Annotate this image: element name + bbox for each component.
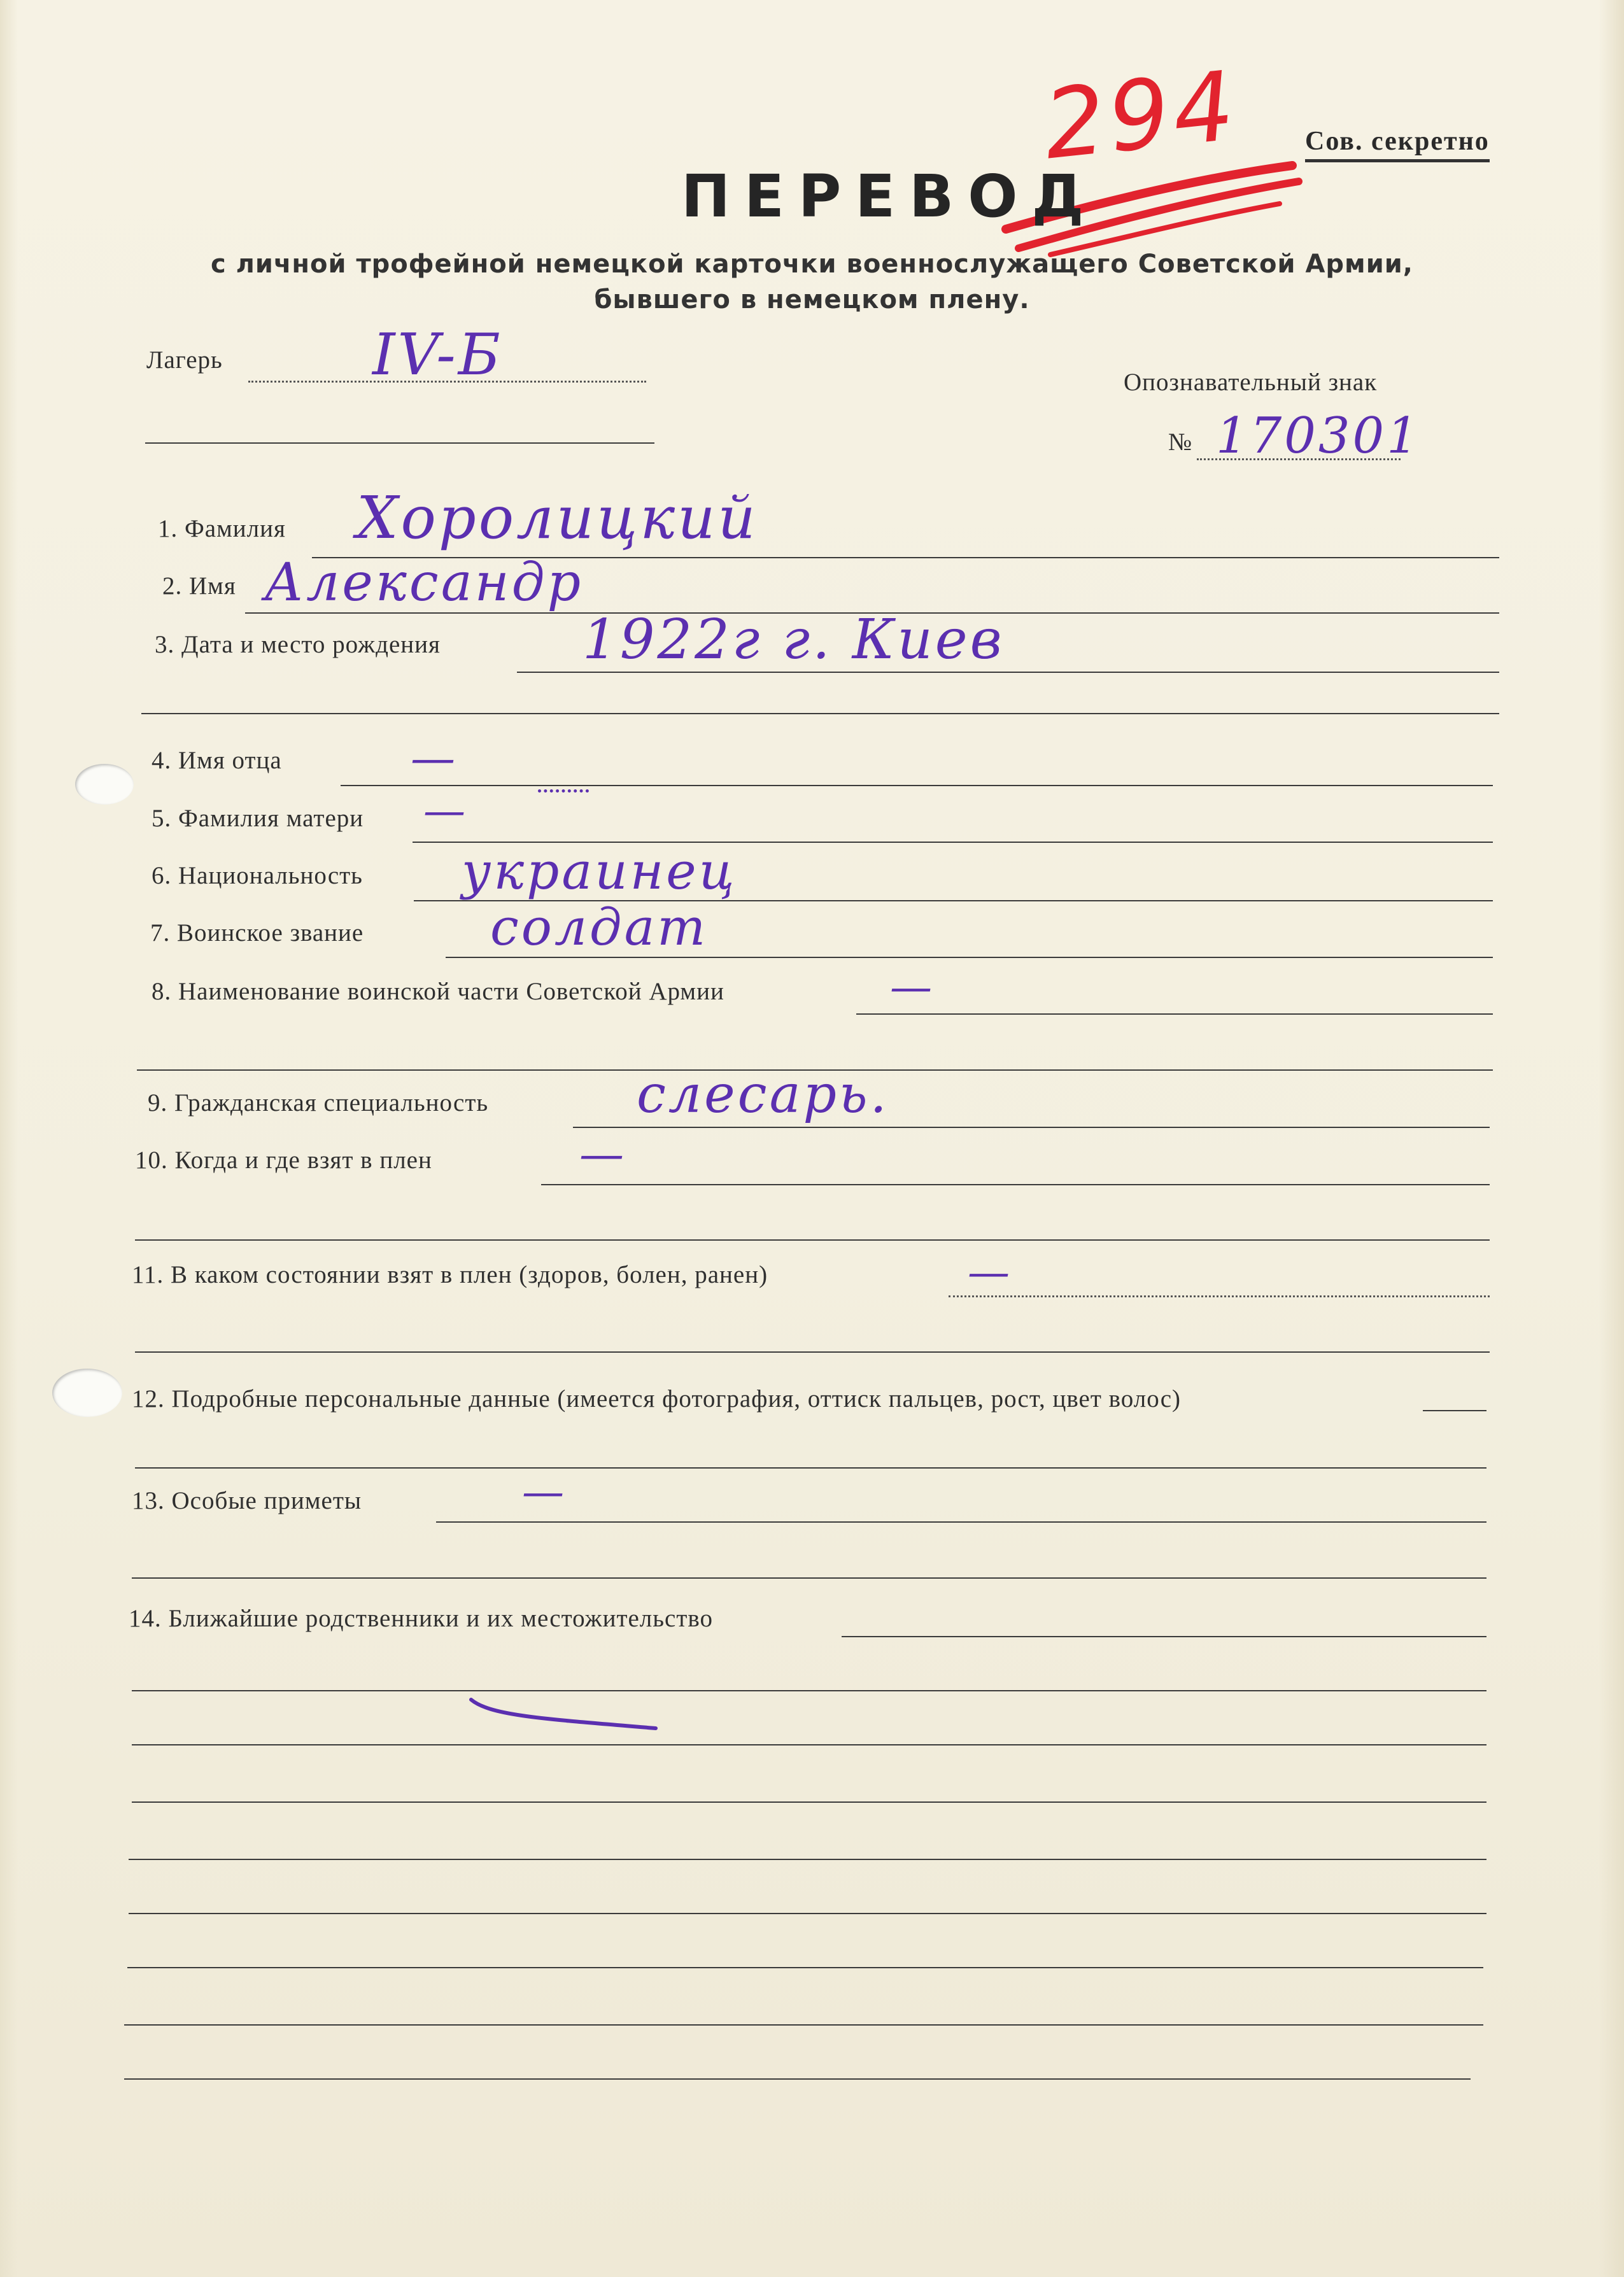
- field-label-relatives: 14. Ближайшие родственники и их местожительство: [129, 1605, 714, 1632]
- field-line-rank: [446, 957, 1493, 958]
- field-line-features-extra: [132, 1577, 1486, 1579]
- field-line-relatives-4: [132, 1801, 1486, 1803]
- field-value-nationality: украинец: [462, 842, 737, 901]
- field-label-nationality: 6. Национальность: [152, 862, 363, 889]
- field-line-relatives-5: [129, 1859, 1486, 1860]
- field-label-capture: 10. Когда и где взят в плен: [135, 1146, 432, 1174]
- id-tag-no-label: №: [1168, 428, 1193, 456]
- field-value-capture: —: [579, 1128, 626, 1180]
- field-line-relatives: [842, 1636, 1486, 1637]
- field-label-unit: 8. Наименование воинской части Советской Армии: [152, 978, 724, 1005]
- field-line-capture-extra: [135, 1239, 1490, 1241]
- field-label-condition: 11. В каком состоянии взят в плен (здоров, болен, ранен): [132, 1261, 768, 1288]
- field-line-condition: [949, 1295, 1490, 1297]
- field-value-profession: слесарь.: [637, 1064, 889, 1125]
- classification-label: Сов. секретно: [1305, 126, 1490, 162]
- camp-value: IV-Б: [372, 321, 503, 388]
- field-label-personal-data: 12. Подробные персональные данные (имеется фотография, оттиск пальцев, рост, цвет волос): [132, 1385, 1181, 1413]
- field-line-relatives-6: [129, 1913, 1486, 1914]
- camp-extra-line: [145, 442, 654, 444]
- field-label-rank: 7. Воинское звание: [150, 919, 364, 947]
- document-subtitle-line1: с личной трофейной немецкой карточки военнослужащего Советской Армии,: [210, 250, 1414, 279]
- red-stamp-number: 294: [1038, 50, 1243, 181]
- field-value-surname: Хоролицкий: [357, 484, 758, 552]
- field-label-profession: 9. Гражданская специальность: [148, 1089, 489, 1117]
- field-line-birth-extra: [141, 713, 1499, 714]
- field-value-relatives-dash: [465, 1690, 668, 1735]
- punch-hole-bottom: [52, 1369, 122, 1417]
- field-line-unit: [856, 1013, 1493, 1015]
- field-label-name: 2. Имя: [162, 572, 236, 600]
- field-line-birth: [517, 672, 1499, 673]
- camp-label: Лагерь: [146, 346, 223, 374]
- id-tag-label: Опознавательный знак: [1124, 369, 1378, 396]
- field-line-relatives-2: [132, 1690, 1486, 1691]
- field-line-relatives-3: [132, 1744, 1486, 1745]
- field-value-name: Александр: [264, 553, 584, 613]
- field-label-surname: 1. Фамилия: [158, 515, 286, 542]
- field-line-relatives-8: [124, 2024, 1483, 2026]
- violet-dot-marks: [538, 789, 589, 793]
- id-tag-value: 170301: [1216, 407, 1421, 465]
- field-value-father: —: [411, 732, 458, 784]
- field-line-personal-data-extra: [135, 1467, 1486, 1469]
- field-value-birth: 1922г г. Киев: [583, 608, 1005, 672]
- field-value-rank: солдат: [490, 898, 709, 957]
- field-value-condition: —: [968, 1248, 1012, 1297]
- field-line-relatives-7: [127, 1967, 1483, 1968]
- field-line-personal-data: [1423, 1410, 1486, 1411]
- field-label-father: 4. Имя отца: [152, 747, 282, 774]
- field-line-features: [436, 1521, 1486, 1523]
- field-line-condition-extra: [135, 1351, 1490, 1353]
- field-line-profession: [573, 1127, 1490, 1128]
- document-subtitle-line2: бывшего в немецком плену.: [594, 285, 1030, 314]
- field-value-mother: —: [423, 786, 468, 835]
- field-label-mother: 5. Фамилия матери: [152, 805, 364, 832]
- punch-hole-top: [75, 764, 134, 805]
- field-label-birth: 3. Дата и место рождения: [155, 631, 441, 658]
- field-line-capture: [541, 1184, 1490, 1185]
- document-title: ПЕРЕВОД: [681, 162, 1098, 230]
- field-line-relatives-9: [124, 2078, 1471, 2080]
- field-line-father: [341, 785, 1493, 786]
- field-value-features: —: [522, 1467, 567, 1516]
- field-label-features: 13. Особые приметы: [132, 1487, 362, 1514]
- field-value-unit: —: [890, 962, 935, 1012]
